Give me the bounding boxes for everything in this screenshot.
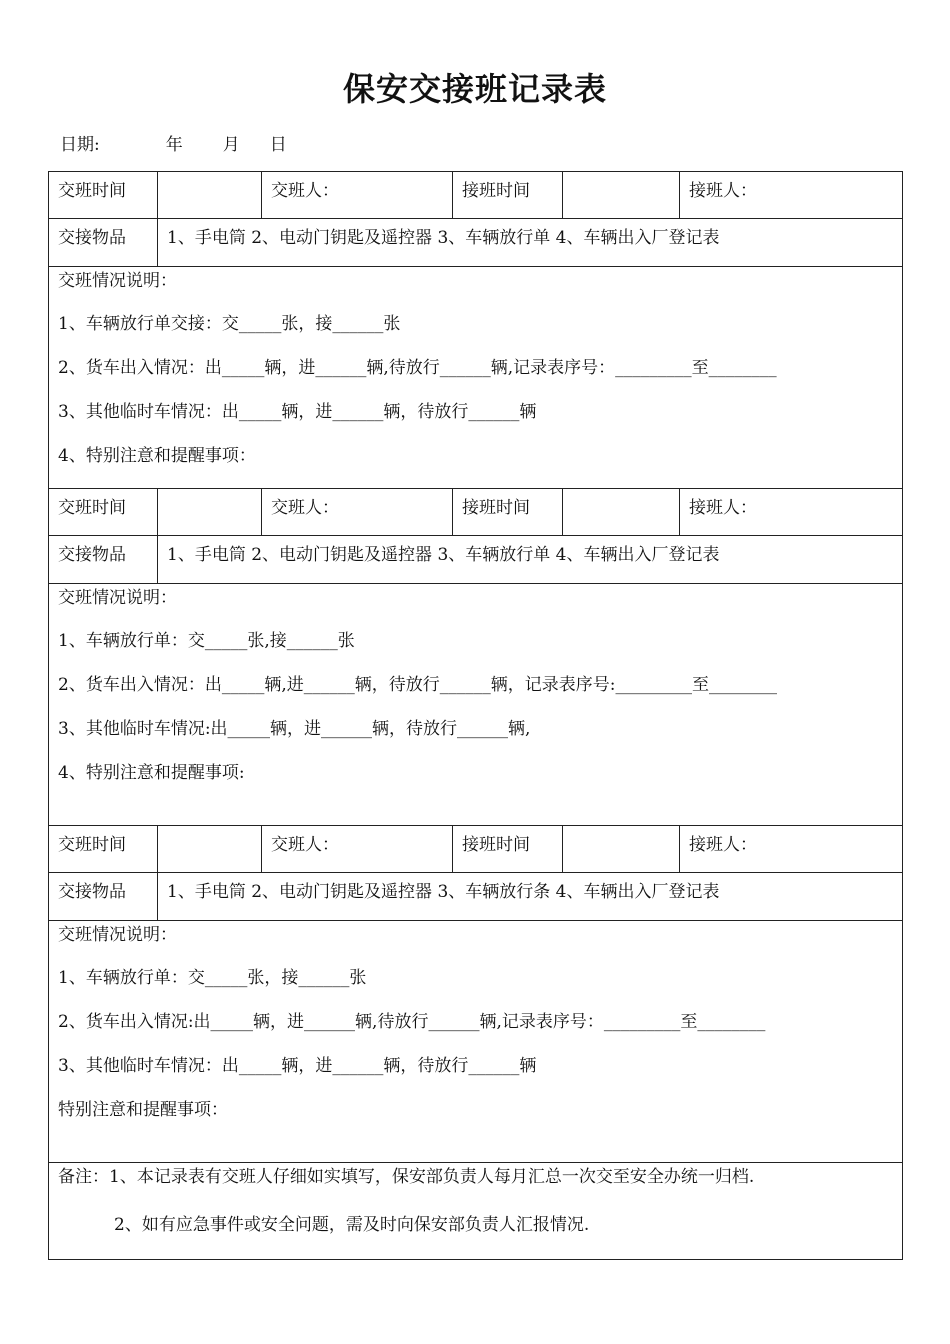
- remarks: [49, 1163, 903, 1260]
- shift-out-time-label: 交班时间: [49, 826, 158, 873]
- shift-header-row: [49, 489, 903, 536]
- notes-line-4: 4、特别注意和提醒事项：: [58, 446, 256, 466]
- shift-in-time-label: 接班时间: [453, 172, 563, 219]
- remarks-row: [49, 1163, 903, 1260]
- notes-line-4: 特别注意和提醒事项：: [58, 1100, 228, 1120]
- notes-line-2: 2、货车出入情况:出_____辆，进______辆,待放行______辆,记录表序号：_________至________: [58, 1012, 766, 1032]
- date-label: 日期:: [60, 135, 100, 155]
- shift-in-person-field[interactable]: 接班人：: [680, 172, 903, 219]
- date-year: 年: [165, 135, 183, 155]
- date-day: 日: [269, 135, 287, 155]
- notes-line-1: 1、车辆放行单：交_____张，接______张: [58, 968, 367, 988]
- notes-heading: 交班情况说明：: [58, 271, 177, 291]
- handover-items-list: 1、手电筒 2、电动门钥匙及遥控器 3、车辆放行单 4、车辆出入厂登记表: [158, 219, 903, 267]
- shift-in-time-label: 接班时间: [453, 826, 563, 873]
- shift-out-time-field[interactable]: [158, 172, 262, 219]
- shift-in-person-field[interactable]: 接班人：: [680, 489, 903, 536]
- handover-notes-row: [49, 584, 903, 826]
- shift-in-person-field[interactable]: 接班人：: [680, 826, 903, 873]
- handover-notes[interactable]: [49, 921, 903, 1163]
- shift-out-person-field[interactable]: 交班人：: [262, 489, 453, 536]
- shift-in-time-field[interactable]: [563, 172, 680, 219]
- shift-out-time-label: 交班时间: [49, 172, 158, 219]
- handover-table: [48, 171, 903, 1260]
- shift-out-time-label: 交班时间: [49, 489, 158, 536]
- handover-items-label: 交接物品: [49, 873, 158, 921]
- date-month: 月: [222, 135, 240, 155]
- notes-line-1: 1、车辆放行单：交_____张,接______张: [58, 631, 355, 651]
- handover-items-label: 交接物品: [49, 536, 158, 584]
- notes-heading: 交班情况说明：: [58, 588, 177, 608]
- notes-line-2: 2、货车出入情况：出_____辆，进______辆,待放行______辆,记录表序号：_________至________: [58, 358, 777, 378]
- shift-header-row: [49, 826, 903, 873]
- notes-line-2: 2、货车出入情况：出_____辆,进______辆，待放行______辆，记录表序号:_________至________: [58, 675, 777, 695]
- handover-notes[interactable]: [49, 584, 903, 826]
- shift-out-person-field[interactable]: 交班人：: [262, 172, 453, 219]
- notes-line-3: 3、其他临时车情况：出_____辆，进______辆，待放行______辆: [58, 402, 537, 422]
- notes-heading: 交班情况说明：: [58, 925, 177, 945]
- remark-line-1: 备注：1、本记录表有交班人仔细如实填写，保安部负责人每月汇总一次交至安全办统一归档.: [58, 1167, 755, 1187]
- shift-in-time-field[interactable]: [563, 489, 680, 536]
- handover-items-row: [49, 219, 903, 267]
- handover-items-list: 1、手电筒 2、电动门钥匙及遥控器 3、车辆放行条 4、车辆出入厂登记表: [158, 873, 903, 921]
- handover-items-row: [49, 536, 903, 584]
- shift-out-person-field[interactable]: 交班人：: [262, 826, 453, 873]
- date-line: [60, 130, 287, 155]
- notes-line-1: 1、车辆放行单交接：交_____张，接______张: [58, 314, 401, 334]
- shift-out-time-field[interactable]: [158, 826, 262, 873]
- handover-items-label: 交接物品: [49, 219, 158, 267]
- shift-in-time-label: 接班时间: [453, 489, 563, 536]
- form-title: 保安交接班记录表: [342, 70, 607, 108]
- shift-out-time-field[interactable]: [158, 489, 262, 536]
- notes-line-3: 3、其他临时车情况:出_____辆，进______辆，待放行______辆,: [58, 719, 531, 739]
- handover-notes-row: [49, 267, 903, 489]
- notes-line-3: 3、其他临时车情况：出_____辆，进______辆，待放行______辆: [58, 1056, 537, 1076]
- handover-notes-row: [49, 921, 903, 1163]
- notes-line-4: 4、特别注意和提醒事项:: [58, 763, 245, 783]
- handover-notes[interactable]: [49, 267, 903, 489]
- handover-items-list: 1、手电筒 2、电动门钥匙及遥控器 3、车辆放行单 4、车辆出入厂登记表: [158, 536, 903, 584]
- shift-in-time-field[interactable]: [563, 826, 680, 873]
- remark-line-2: 2、如有应急事件或安全问题，需及时向保安部负责人汇报情况.: [114, 1215, 590, 1235]
- handover-items-row: [49, 873, 903, 921]
- shift-header-row: [49, 172, 903, 219]
